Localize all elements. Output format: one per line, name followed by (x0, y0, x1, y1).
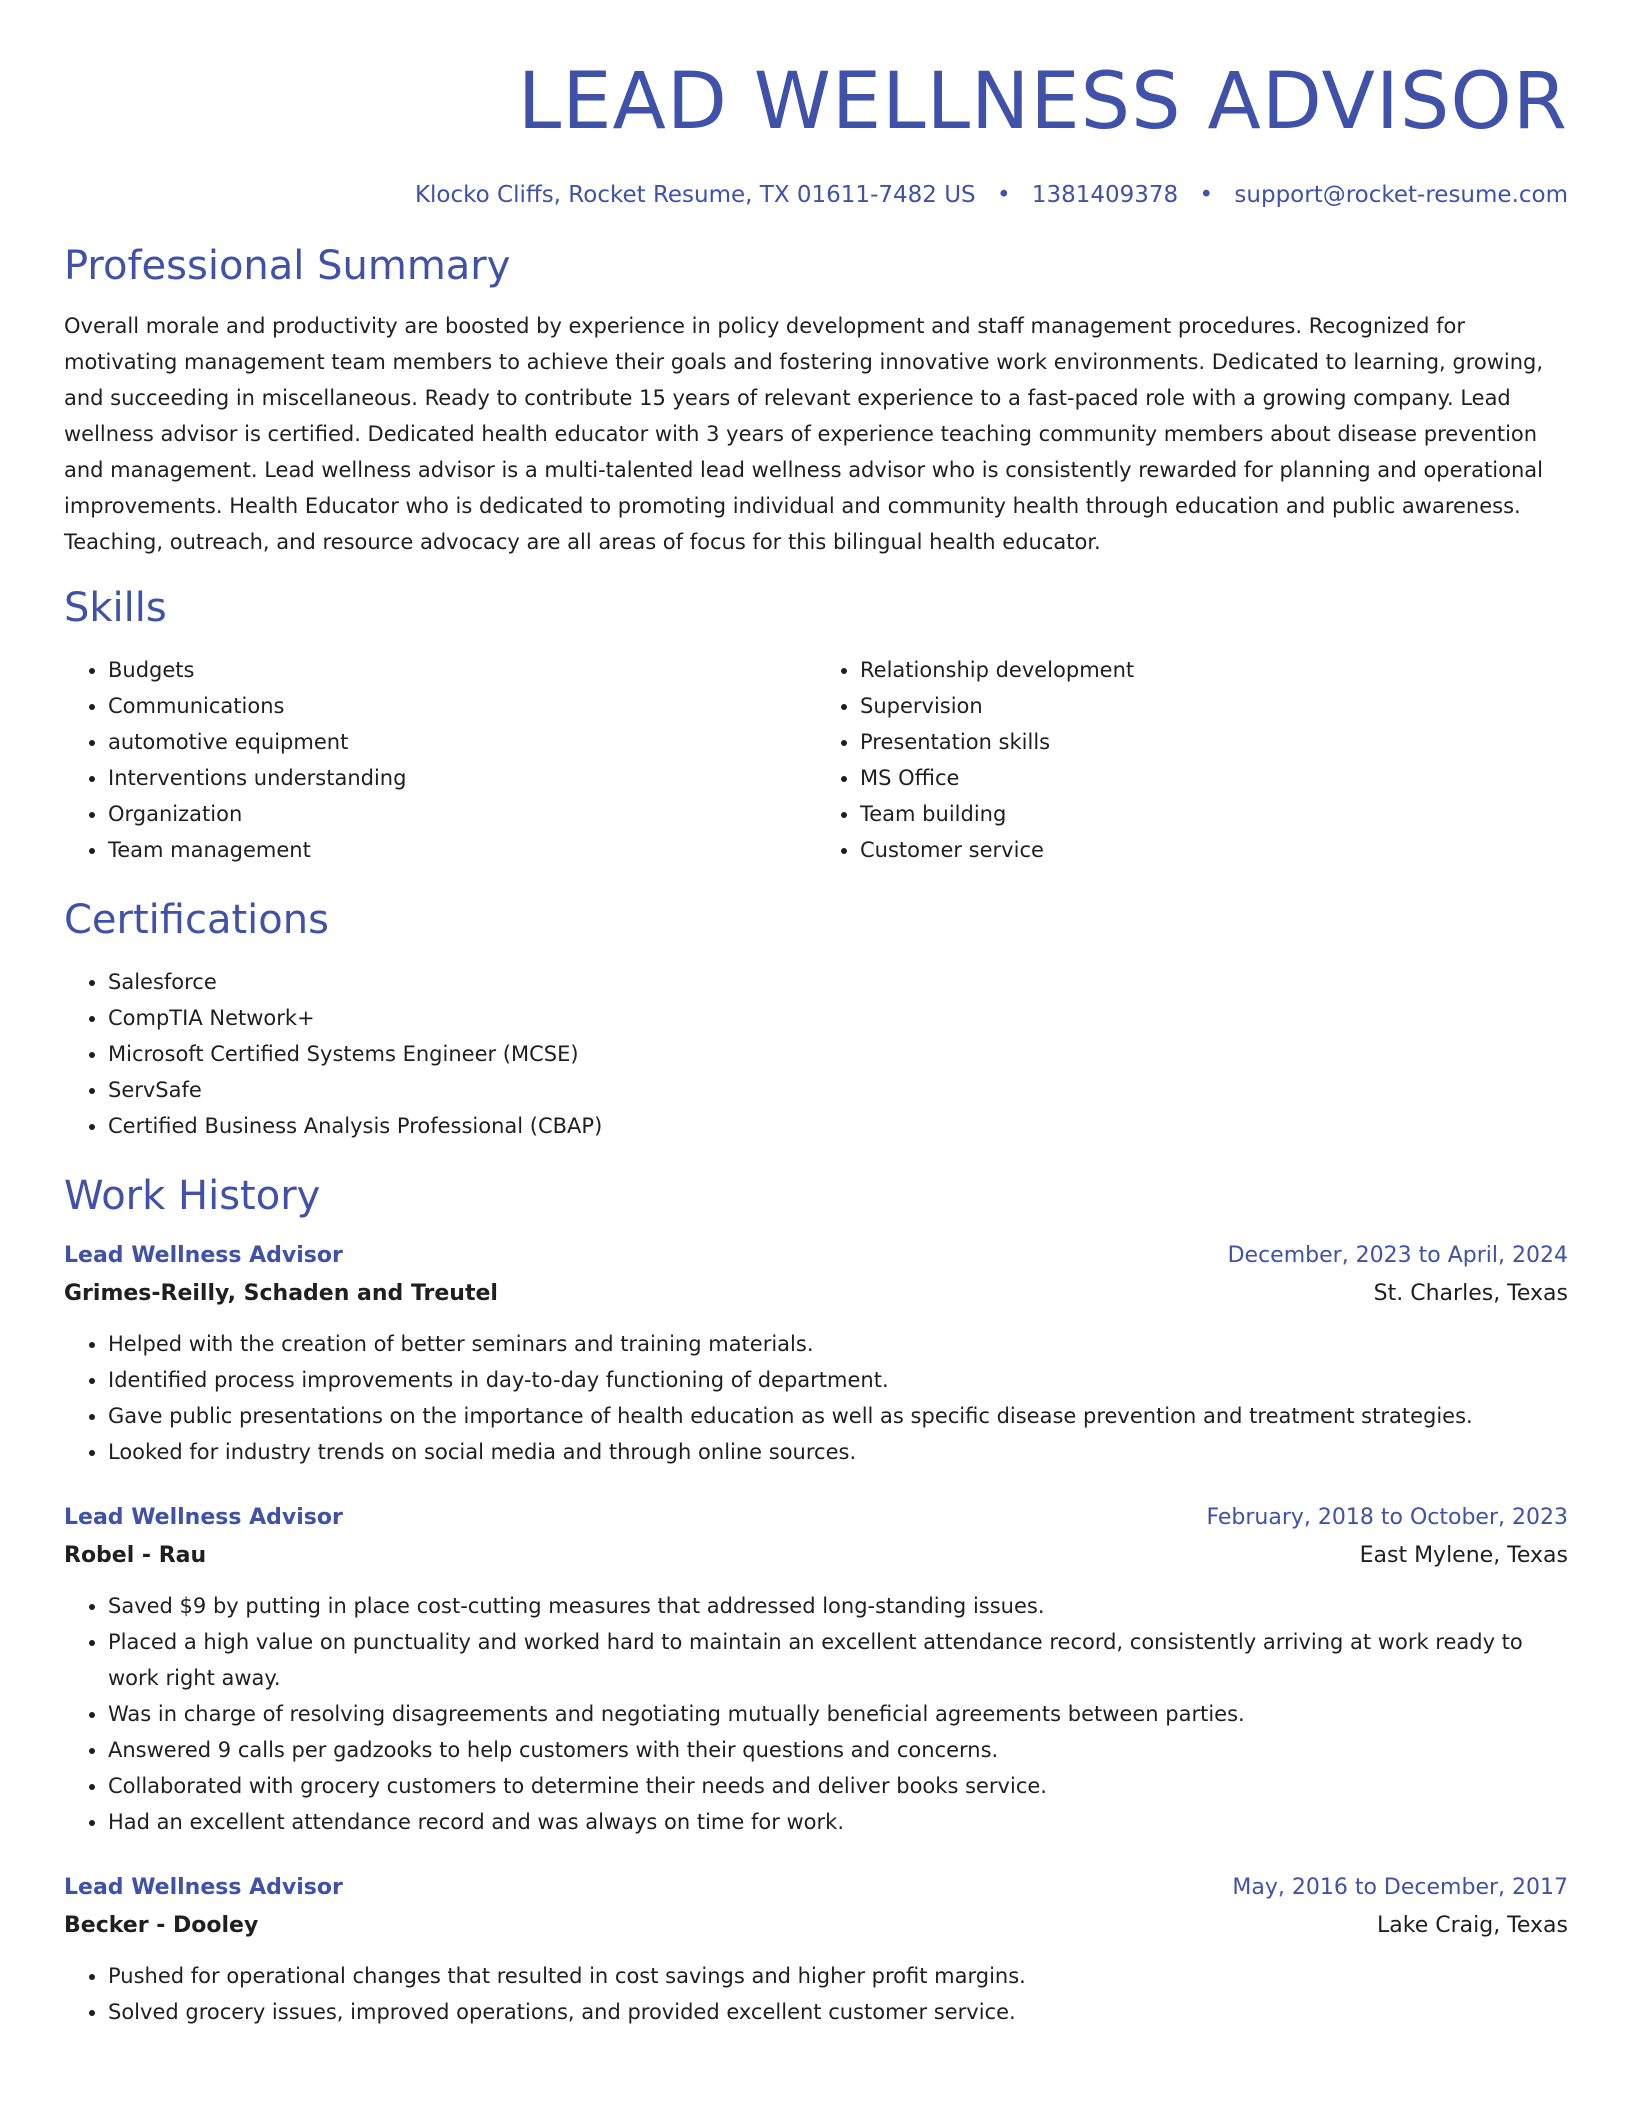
job-header-row (64, 1870, 1568, 1906)
job-company: Grimes-Reilly, Schaden and Treutel (64, 1281, 498, 1306)
skill-item: • Interventions understanding (108, 760, 816, 796)
job-bullet: • Saved $9 by putting in place cost-cutting measures that addressed long-standing issues. (108, 1588, 1568, 1624)
skill-item: • Team management (108, 832, 816, 868)
skill-item: • Relationship development (860, 652, 1568, 688)
certification-item: • CompTIA Network+ (108, 1000, 1568, 1036)
job-dates: December, 2023 to April, 2024 (1227, 1243, 1568, 1268)
job-entry (64, 1870, 1568, 2030)
skills-list-left (64, 652, 816, 868)
contact-address: Klocko Cliffs, Rocket Resume, TX 01611-7482 US (414, 182, 976, 208)
certification-item: • ServSafe (108, 1072, 1568, 1108)
job-bullet: • Collaborated with grocery customers to determine their needs and deliver books service. (108, 1768, 1568, 1804)
certifications-list (64, 964, 1568, 1144)
skill-item: • Supervision (860, 688, 1568, 724)
work-history-heading: Work History (64, 1173, 321, 1219)
certification-item: • Salesforce (108, 964, 1568, 1000)
skill-item: • MS Office (860, 760, 1568, 796)
job-bullet: • Looked for industry trends on social media and through online sources. (108, 1434, 1568, 1470)
skill-item: • Organization (108, 796, 816, 832)
job-bullet: • Had an excellent attendance record and was always on time for work. (108, 1804, 1568, 1840)
job-bullet: • Answered 9 calls per gadzooks to help customers with their questions and concerns. (108, 1732, 1568, 1768)
job-title: Lead Wellness Advisor (64, 1505, 343, 1530)
job-company: Robel - Rau (64, 1543, 207, 1568)
skill-item: • Team building (860, 796, 1568, 832)
contact-separator: • (1199, 182, 1214, 208)
contact-line (64, 178, 1568, 212)
job-title: Lead Wellness Advisor (64, 1875, 343, 1900)
job-bullet: • Was in charge of resolving disagreements and negotiating mutually beneficial agreements between parties. (108, 1696, 1568, 1732)
summary-heading: Professional Summary (64, 243, 511, 289)
job-bullet: • Gave public presentations on the importance of health education as well as specific disease prevention and treatment strategies. (108, 1398, 1568, 1434)
job-entry (64, 1238, 1568, 1470)
skill-item: • Budgets (108, 652, 816, 688)
job-company: Becker - Dooley (64, 1913, 259, 1938)
contact-email: support@rocket-resume.com (1234, 182, 1568, 208)
skill-item: • Communications (108, 688, 816, 724)
certifications-heading: Certifications (64, 897, 329, 943)
skill-item: • Customer service (860, 832, 1568, 868)
job-company-row (64, 1274, 1568, 1314)
contact-phone: 1381409378 (1031, 182, 1179, 208)
job-header-row (64, 1238, 1568, 1274)
skill-item: • Presentation skills (860, 724, 1568, 760)
job-entry (64, 1500, 1568, 1840)
job-bullet: • Identified process improvements in day-to-day functioning of department. (108, 1362, 1568, 1398)
job-location: East Mylene, Texas (1359, 1543, 1568, 1568)
job-bullet: • Solved grocery issues, improved operations, and provided excellent customer service. (108, 1994, 1568, 2030)
job-location: Lake Craig, Texas (1377, 1913, 1568, 1938)
certification-item: • Microsoft Certified Systems Engineer (MCSE) (108, 1036, 1568, 1072)
job-bullets (64, 1326, 1568, 1470)
job-bullet: • Helped with the creation of better seminars and training materials. (108, 1326, 1568, 1362)
job-bullet: • Placed a high value on punctuality and worked hard to maintain an excellent attendance record, consistently arriving at work ready to work right away. (108, 1624, 1568, 1696)
skills-heading: Skills (64, 585, 167, 631)
resume-title: LEAD WELLNESS ADVISOR (517, 57, 1568, 147)
job-bullets (64, 1958, 1568, 2030)
certification-item: • Certified Business Analysis Professional (CBAP) (108, 1108, 1568, 1144)
job-title: Lead Wellness Advisor (64, 1243, 343, 1268)
contact-separator: • (996, 182, 1011, 208)
skills-list-right (816, 652, 1568, 868)
job-header-row (64, 1500, 1568, 1536)
skill-item: • automotive equipment (108, 724, 816, 760)
skills-columns (64, 652, 1568, 868)
resume-page (64, 52, 1568, 2030)
job-company-row (64, 1906, 1568, 1946)
job-bullet: • Pushed for operational changes that resulted in cost savings and higher profit margins. (108, 1958, 1568, 1994)
job-location: St. Charles, Texas (1373, 1281, 1568, 1306)
job-bullets (64, 1588, 1568, 1840)
job-company-row (64, 1536, 1568, 1576)
job-dates: February, 2018 to October, 2023 (1206, 1505, 1568, 1530)
job-dates: May, 2016 to December, 2017 (1232, 1875, 1568, 1900)
summary-text: Overall morale and productivity are boosted by experience in policy development and staff management procedures. Recognized for motivating management team members to achieve their goals and fostering innovative work environments. Dedicated to learning, growing, and succeeding in miscellaneous. Ready to contribute 15 years of relevant experience to a fast-paced role with a growing company. Lead wellness advisor is certified. Dedicated health educator with 3 years of experience teaching community members about disease prevention and management. Lead wellness advisor is a multi-talented lead wellness advisor who is consistently rewarded for planning and operational improvements. Health Educator who is dedicated to promoting individual and community health through education and public awareness. Teaching, outreach, and resource advocacy are all areas of focus for this bilingual health educator. (64, 314, 1544, 554)
